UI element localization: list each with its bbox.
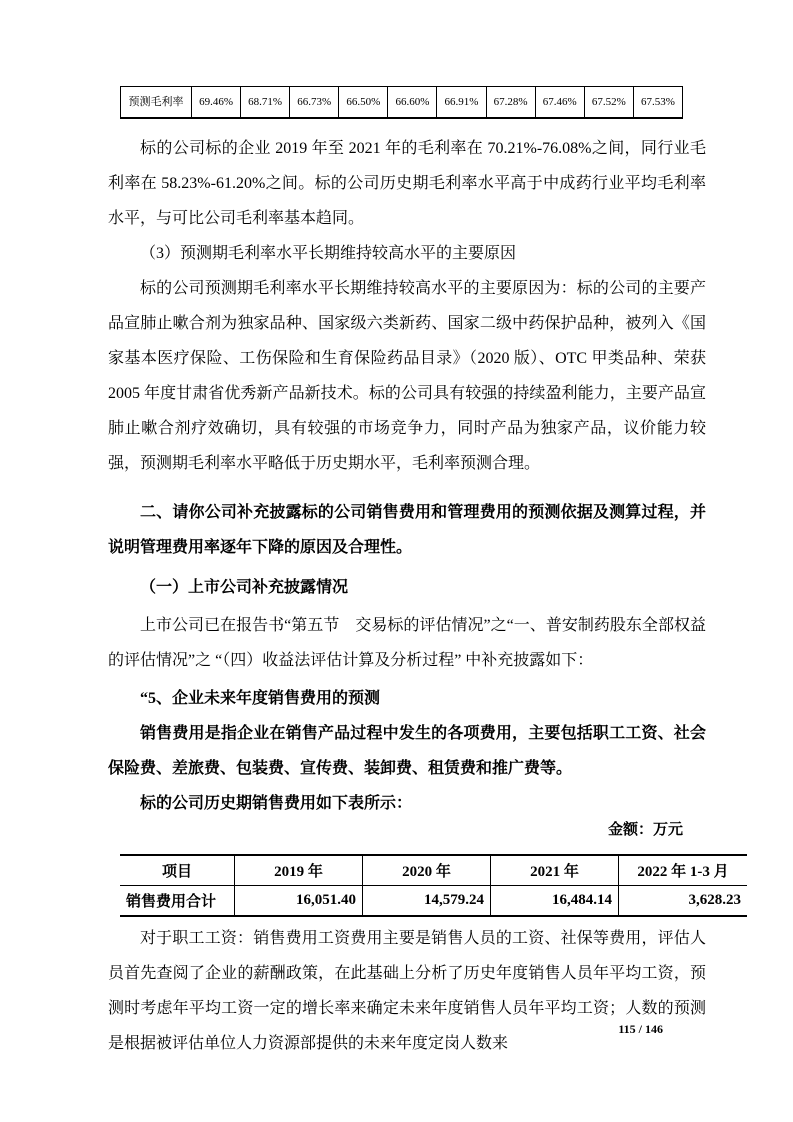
heading-reason-3: （3）预测期毛利率水平长期维持较高水平的主要原因 (140, 245, 517, 262)
margin-value-cell: 68.71% (241, 87, 290, 119)
table-row (120, 886, 747, 917)
paragraph-gross-margin-comparison: 标的公司标的企业 2019 年至 2021 年的毛利率在 70.21%-76.08%之间，同行业毛利率在 58.23%-61.20%之间。标的公司历史期毛利率水平高于中成药行业平均毛利率水平，与可比公司毛利率基本趋同。 (108, 140, 706, 227)
expense-value-cell: 3,628.23 (619, 886, 748, 917)
col-header-2020: 2020 年 (363, 855, 491, 886)
margin-value-cell: 69.46% (192, 87, 241, 119)
margin-value-cell: 67.46% (535, 87, 584, 119)
expense-value-cell: 16,484.14 (491, 886, 619, 917)
page-number: 115 / 146 (618, 1022, 663, 1036)
col-header-2022q1: 2022 年 1-3 月 (619, 855, 748, 886)
paragraph-selling-expense-definition: 销售费用是指企业在销售产品过程中发生的各项费用，主要包括职工工资、社会保险费、差旅费、包装费、宣传费、装卸费、租赁费和推广费等。 (108, 725, 706, 777)
margin-value-cell: 67.53% (633, 87, 682, 119)
col-header-item: 项目 (120, 855, 235, 886)
paragraph-disclosure-intro: 上市公司已在报告书“第五节 交易标的评估情况”之“一、普安制药股东全部权益的评估情况”之 “（四）收益法评估计算及分析过程” 中补充披露如下： (108, 617, 706, 669)
expense-value-cell: 14,579.24 (363, 886, 491, 917)
expense-value-cell: 16,051.40 (235, 886, 363, 917)
margin-value-cell: 67.52% (584, 87, 633, 119)
table-header-row (120, 855, 747, 886)
margin-value-cell: 66.73% (290, 87, 339, 119)
page-content (108, 86, 741, 1061)
margin-value-cell: 67.28% (486, 87, 535, 119)
margin-value-cell: 66.50% (339, 87, 388, 119)
margin-value-cell: 66.60% (388, 87, 437, 119)
paragraph-salary-forecast: 对于职工工资：销售费用工资费用主要是销售人员的工资、社保等费用，评估人员首先查阅了企业的薪酬政策，在此基础上分析了历史年度销售人员年平均工资，预测时考虑年平均工资一定的增长率来确定未来年度销售人员年平均工资；人数的预测是根据被评估单位人力资源部提供的未来年度定岗人数来 (108, 930, 706, 1052)
heading-question-2: 二、请你公司补充披露标的公司销售费用和管理费用的预测依据及测算过程，并说明管理费用率逐年下降的原因及合理性。 (108, 504, 706, 556)
col-header-2021: 2021 年 (491, 855, 619, 886)
margin-value-cell: 66.91% (437, 87, 486, 119)
selling-expense-table (120, 854, 747, 917)
row-header-forecast-gross-margin: 预测毛利率 (121, 87, 192, 119)
paragraph-table-lead-in: 标的公司历史期销售费用如下表所示： (140, 795, 413, 812)
row-header-selling-expense-total: 销售费用合计 (126, 894, 217, 910)
col-header-2019: 2019 年 (235, 855, 363, 886)
table-unit-note: 金额：万元 (607, 822, 683, 838)
heading-subsection-1: （一）上市公司补充披露情况 (140, 579, 349, 596)
forecast-gross-margin-table (120, 86, 683, 119)
table-row (121, 87, 683, 119)
paragraph-reason-detail: 标的公司预测期毛利率水平长期维持较高水平的主要原因为：标的公司的主要产品宣肺止嗽合剂为独家品种、国家级六类新药、国家二级中药保护品种，被列入《国家基本医疗保险、工伤保险和生育保险药品目录》（2020 版）、OTC 甲类品种、荣获 2005 年度甘肃省优秀新产品新技术。标的公司具有较强的持续盈利能力，主要产品宣肺止嗽合剂疗效确切，具有较强的市场竞争力，同时产品为独家产品，议价能力较强，预测期毛利率水平略低于历史期水平，毛利率预测合理。 (108, 280, 706, 472)
heading-quote-5: “5、企业未来年度销售费用的预测 (140, 690, 381, 707)
